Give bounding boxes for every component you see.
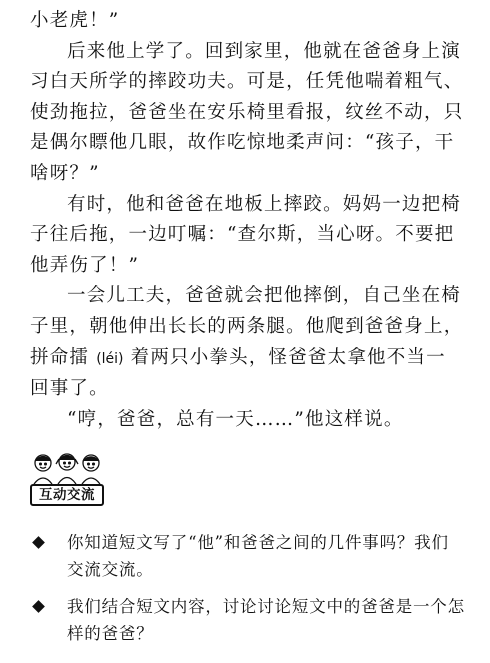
- question-text: [67, 594, 470, 647]
- story-line: 是偶尔瞟他几眼，故作吃惊地柔声问：“孩子，干: [30, 132, 455, 154]
- story-line: 小老虎！”: [30, 10, 120, 31]
- pinyin-annotation: (léi): [96, 350, 124, 367]
- diamond-bullet-icon: [32, 536, 45, 549]
- story-line: 一会儿工夫，爸爸就会把他摔倒，自己坐在椅: [67, 285, 462, 307]
- story-line: 后来他上学了。回到家里，他就在爸爸身上演: [67, 40, 462, 62]
- question-line: 样的爸爸？: [67, 623, 154, 643]
- story-line: 他弄伤了！”: [30, 254, 140, 276]
- story-line: [30, 343, 468, 375]
- story-line-start: 拼命擂: [30, 346, 90, 368]
- question-line: 我们结合短文内容，讨论讨论短文中的爸爸是一个怎: [67, 597, 465, 616]
- diamond-bullet-icon: [32, 600, 45, 613]
- story-line: 子往后拖，一边叮嘱：“查尔斯，当心呀。不要把: [30, 224, 455, 246]
- story-line: 有时，他和爸爸在地板上摔跤。妈妈一边把椅: [67, 193, 462, 215]
- children-illustration: [30, 450, 104, 484]
- story-line: 回事了。: [30, 378, 109, 400]
- section-label: 互动交流: [30, 484, 104, 506]
- story-line: 啥呀？”: [30, 162, 100, 184]
- question-line: 交流交流。: [67, 559, 154, 579]
- story-line-end: 着两只小拳头，怪爸爸太拿他不当一: [130, 346, 446, 368]
- discussion-question: [30, 594, 470, 647]
- question-text: [67, 530, 470, 583]
- discussion-question: [30, 530, 470, 583]
- story-text: [30, 6, 468, 435]
- discussion-section-badge: [30, 450, 104, 508]
- story-line: 使劲拖拉，爸爸坐在安乐椅里看报，纹丝不动，只: [30, 101, 464, 123]
- story-line: “哼，爸爸，总有一天……”他这样说。: [67, 408, 404, 430]
- question-line: 你知道短文写了“他”和爸爸之间的几件事吗？我们: [67, 533, 449, 552]
- story-line: 习白天所学的摔跤功夫。可是，任凭他喘着粗气、: [30, 71, 464, 93]
- story-line: 子里，朝他伸出长长的两条腿。他爬到爸爸身上，: [30, 315, 464, 337]
